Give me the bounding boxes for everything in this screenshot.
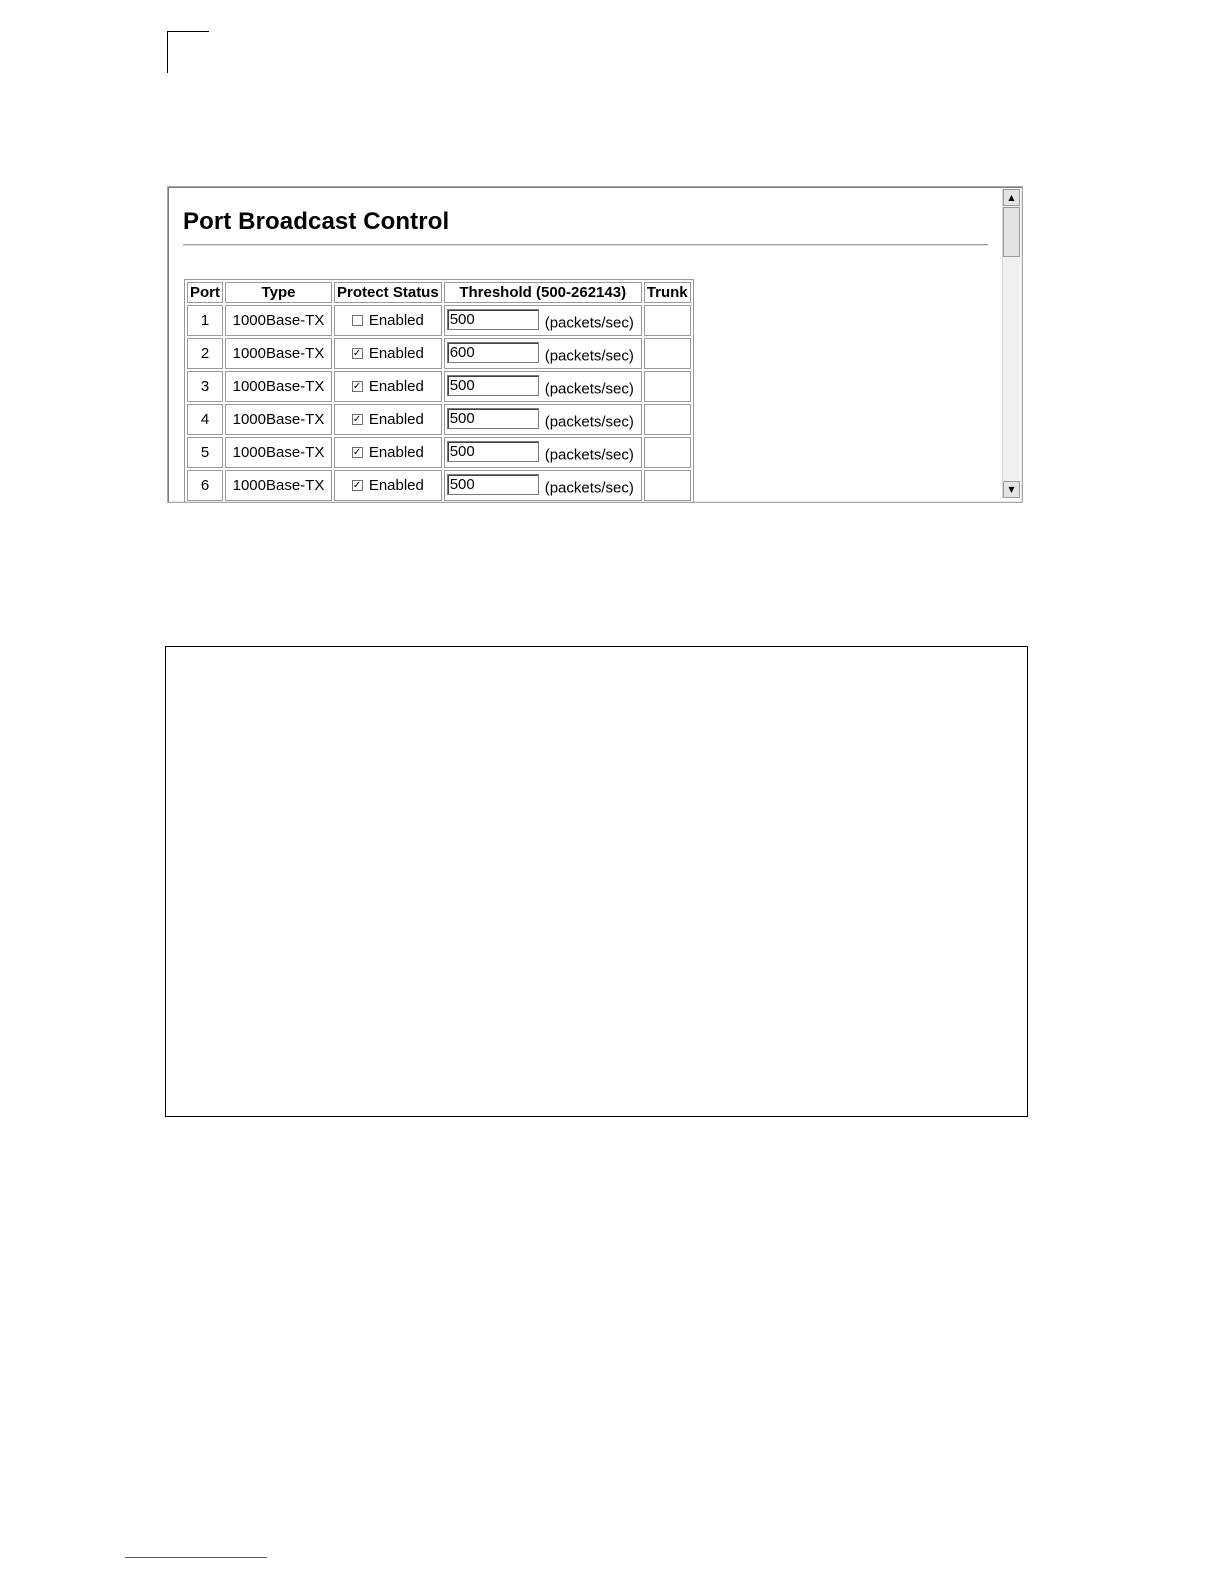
threshold-input[interactable]: 500 [447,309,539,330]
threshold-unit: (packets/sec) [544,446,634,464]
port-number: 5 [187,437,223,468]
protect-status-checkbox[interactable] [352,348,363,359]
header-threshold: Threshold (500-262143) [444,282,642,303]
threshold-cell [444,338,642,369]
arrow-up-icon: ▲ [1008,193,1015,202]
threshold-input[interactable]: 500 [447,441,539,462]
table-row [187,470,691,501]
protect-status-checkbox[interactable] [352,480,363,491]
page-title: Port Broadcast Control [183,208,450,235]
port-type: 1000Base-TX [225,371,332,402]
port-broadcast-table [184,279,694,502]
protect-status-label: Enabled [368,312,424,329]
title-divider [183,244,988,246]
threshold-input[interactable]: 500 [447,375,539,396]
port-number: 2 [187,338,223,369]
protect-status-cell [334,305,442,336]
scroll-down-button[interactable] [1003,481,1020,498]
header-type: Type [225,282,332,303]
table-header-row [187,282,691,303]
header-port: Port [187,282,223,303]
scroll-up-button[interactable] [1003,189,1020,206]
threshold-cell [444,470,642,501]
table-row [187,437,691,468]
protect-status-cell [334,404,442,435]
arrow-down-icon: ▼ [1008,485,1015,494]
protect-status-cell [334,338,442,369]
threshold-input[interactable]: 500 [447,474,539,495]
port-type: 1000Base-TX [225,437,332,468]
port-type: 1000Base-TX [225,338,332,369]
scroll-thumb[interactable] [1003,207,1020,257]
browser-screenshot-panel [167,186,1023,503]
threshold-cell [444,371,642,402]
threshold-cell [444,404,642,435]
table-row [187,404,691,435]
page-content [170,189,1000,502]
threshold-input[interactable]: 500 [447,408,539,429]
port-number: 1 [187,305,223,336]
protect-status-checkbox[interactable] [352,315,363,326]
port-type: 1000Base-TX [225,404,332,435]
port-type: 1000Base-TX [225,470,332,501]
trunk-cell [644,371,691,402]
threshold-unit: (packets/sec) [544,380,634,398]
trunk-cell [644,305,691,336]
protect-status-label: Enabled [368,378,424,395]
threshold-cell [444,305,642,336]
footer-rule [125,1557,267,1558]
protect-status-label: Enabled [368,477,424,494]
protect-status-checkbox[interactable] [352,381,363,392]
table-row [187,371,691,402]
trunk-cell [644,338,691,369]
threshold-unit: (packets/sec) [544,314,634,332]
vertical-scrollbar[interactable] [1002,189,1020,498]
threshold-input[interactable]: 600 [447,342,539,363]
protect-status-checkbox[interactable] [352,414,363,425]
threshold-unit: (packets/sec) [544,413,634,431]
protect-status-cell [334,371,442,402]
protect-status-checkbox[interactable] [352,447,363,458]
threshold-unit: (packets/sec) [544,479,634,497]
table-row [187,305,691,336]
header-trunk: Trunk [644,282,691,303]
port-number: 3 [187,371,223,402]
protect-status-label: Enabled [368,345,424,362]
trunk-cell [644,437,691,468]
trunk-cell [644,404,691,435]
empty-figure-box [165,646,1028,1117]
header-protect-status: Protect Status [334,282,442,303]
protect-status-label: Enabled [368,411,424,428]
protect-status-cell [334,437,442,468]
protect-status-cell [334,470,442,501]
protect-status-label: Enabled [368,444,424,461]
port-number: 6 [187,470,223,501]
trunk-cell [644,470,691,501]
crop-mark [167,31,209,73]
threshold-unit: (packets/sec) [544,347,634,365]
port-number: 4 [187,404,223,435]
threshold-cell [444,437,642,468]
port-type: 1000Base-TX [225,305,332,336]
table-row [187,338,691,369]
